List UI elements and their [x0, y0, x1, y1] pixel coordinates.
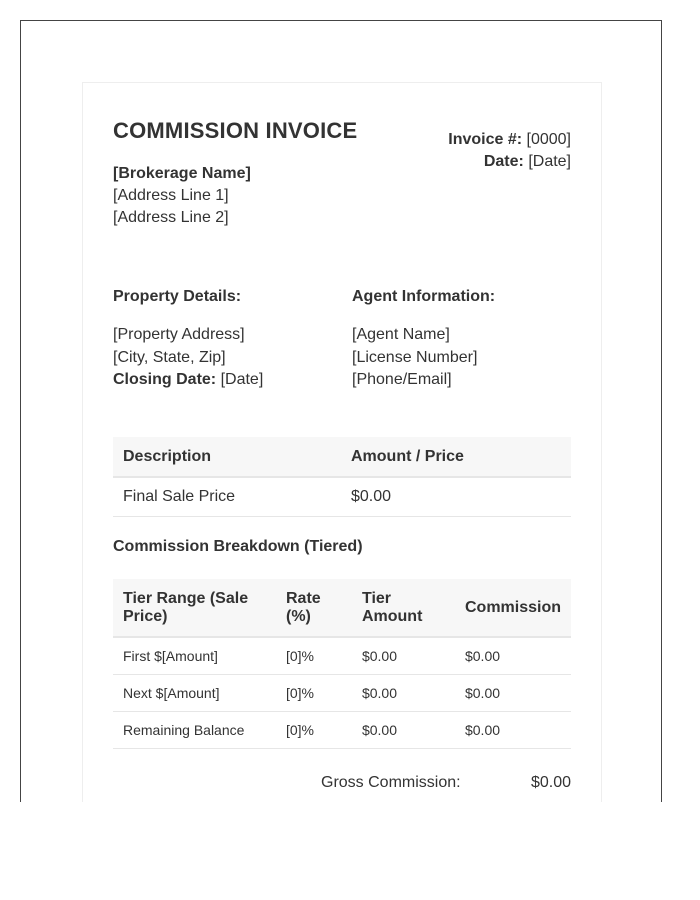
closing-date-line	[113, 369, 263, 392]
table-header-row	[113, 437, 571, 477]
table-cell: $0.00	[455, 711, 571, 748]
table-cell: [0]%	[276, 637, 352, 674]
invoice-page	[82, 82, 602, 802]
table-cell: [0]%	[276, 674, 352, 711]
table-row	[113, 711, 571, 748]
document-frame	[20, 20, 662, 802]
sale-price-table	[113, 437, 571, 517]
column-header-tier-amount: Tier Amount	[352, 579, 455, 637]
property-city: [City, State, Zip]	[113, 348, 226, 366]
table-cell: Remaining Balance	[113, 711, 276, 748]
invoice-date-label: Date:	[483, 153, 524, 170]
column-header-amount: Amount / Price	[341, 437, 571, 477]
table-cell: Next $[Amount]	[113, 674, 276, 711]
gross-commission-label: Gross Commission:	[321, 774, 461, 791]
invoice-meta	[448, 129, 571, 173]
agent-contact: [Phone/Email]	[352, 371, 452, 388]
column-header-commission: Commission	[455, 579, 571, 637]
brokerage-block	[113, 163, 251, 229]
closing-date-value: [Date]	[220, 371, 264, 388]
table-cell: $0.00	[455, 674, 571, 711]
column-header-rate: Rate (%)	[276, 579, 352, 637]
table-cell: $0.00	[455, 637, 571, 674]
table-cell: [0]%	[276, 711, 352, 748]
table-cell: $0.00	[352, 637, 455, 674]
table-cell: First $[Amount]	[113, 637, 276, 674]
table-cell: $0.00	[352, 711, 455, 748]
table-header-row	[113, 579, 571, 637]
property-details	[113, 324, 263, 392]
invoice-number-value: [0000]	[526, 131, 571, 148]
table-row	[113, 477, 571, 516]
commission-breakdown-table	[113, 579, 571, 749]
gross-commission-value: $0.00	[530, 774, 571, 791]
invoice-number-label: Invoice #:	[448, 131, 523, 148]
invoice-number-line	[448, 129, 571, 151]
table-row	[113, 674, 571, 711]
table-cell: $0.00	[341, 477, 571, 516]
brokerage-address-line-1: [Address Line 1]	[113, 187, 229, 204]
brokerage-address-line-2: [Address Line 2]	[113, 209, 229, 226]
property-details-heading: Property Details:	[113, 288, 242, 305]
agent-info-heading: Agent Information:	[352, 288, 496, 305]
agent-license: [License Number]	[352, 348, 478, 366]
agent-info	[352, 324, 477, 392]
column-header-description: Description	[113, 437, 341, 477]
property-address: [Property Address]	[113, 326, 245, 343]
column-header-tier-range: Tier Range (Sale Price)	[113, 579, 276, 637]
invoice-title: COMMISSION INVOICE	[113, 118, 358, 143]
commission-breakdown-title: Commission Breakdown (Tiered)	[113, 538, 363, 555]
closing-date-label: Closing Date:	[113, 371, 217, 388]
agent-name: [Agent Name]	[352, 326, 450, 343]
table-cell: $0.00	[352, 674, 455, 711]
invoice-date-line	[448, 151, 571, 173]
table-row	[113, 637, 571, 674]
invoice-date-value: [Date]	[528, 153, 571, 170]
table-cell: Final Sale Price	[113, 477, 341, 516]
brokerage-name: [Brokerage Name]	[113, 165, 251, 182]
